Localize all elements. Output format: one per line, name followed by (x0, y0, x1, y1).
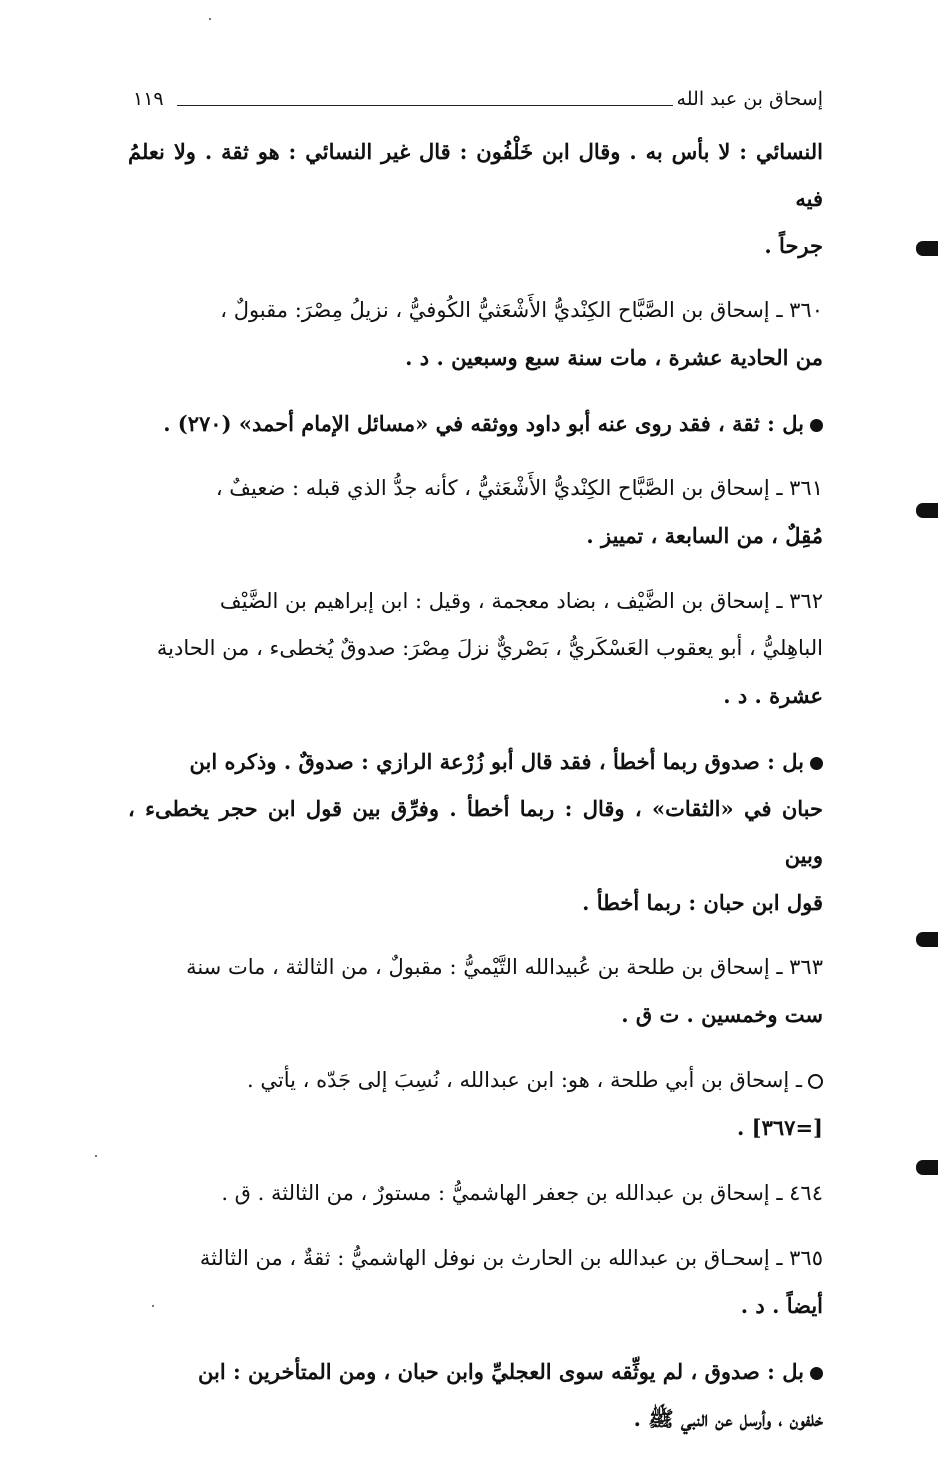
text-line: خلفون ، وأرسل عن النبي ﷺ . (633, 1406, 823, 1431)
text-line: بل : ثقة ، فقد روى عنه أبو داود ووثقه في «مسائل الإمام أحمد» (٢٧٠) . (163, 411, 804, 436)
circle-marker-icon (808, 1074, 823, 1089)
text-line: [=٣٦٧] . (737, 1115, 823, 1140)
text-line: حبان في «الثقات» ، وقال : ربما أخطأ . وفرِّق بين قول ابن حجر يخطىء ، وبين (128, 796, 823, 868)
text-line: ٣٦٣ ـ إسحاق بن طلحة بن عُبيدالله التَّيْميُّ : مقبولٌ ، من الثالثة ، مات سنة (186, 955, 823, 979)
page-body (128, 128, 823, 1460)
text-line: ٣٦١ ـ إسحاق بن الصَّبَّاح الكِنْديُّ الأَشْعَثيُّ ، كأنه جدُّ الذي قبله : ضعيفٌ ، (215, 476, 823, 500)
biography-entry-365 (128, 1235, 823, 1330)
header-rule (177, 105, 673, 106)
biography-entry-362 (128, 578, 823, 720)
page-edge-tab (916, 1160, 938, 1175)
text-line: ٣٦٠ ـ إسحاق بن الصَّبَّاح الكِنْديُّ الأَشْعَثيُّ الكُوفيُّ ، نزيلُ مِصْرَ: مقبولٌ ، (220, 298, 823, 322)
text-line: جرحاً . (764, 233, 823, 258)
text-line: من الحادية عشرة ، مات سنة سبع وسبعين . د . (405, 345, 823, 370)
running-title: إسحاق بن عبد الله (676, 88, 823, 110)
page-edge-tab (916, 503, 938, 518)
editor-note (128, 400, 823, 447)
text-line: بل : صدوق ، لم يوثِّقه سوى العجليِّ وابن حبان ، ومن المتأخرين : ابن (198, 1359, 804, 1384)
page-number: ١١٩ (133, 88, 164, 110)
text-line: بل : صدوق ربما أخطأ ، فقد قال أبو زُرْعة الرازي : صدوقٌ . وذكره ابن (189, 749, 804, 774)
text-line: قول ابن حبان : ربما أخطأ . (582, 890, 823, 915)
text-line: ست وخمسين . ت ق . (621, 1002, 823, 1027)
page-edge-tab (916, 932, 938, 947)
biography-entry-364 (128, 1170, 823, 1217)
text-line: ـ إسحاق بن أبي طلحة ، هو: ابن عبدالله ، نُسِبَ إلى جَدّه ، يأتي . (247, 1068, 802, 1092)
bullet-icon (810, 1367, 823, 1380)
page-header (133, 86, 823, 112)
scan-speck (95, 1155, 97, 1157)
text-line: ٤٦٤ ـ إسحاق بن عبدالله بن جعفر الهاشميُّ : مستورٌ ، من الثالثة . ق . (221, 1181, 823, 1205)
biography-entry-361 (128, 465, 823, 560)
text-line: الباهِليُّ ، أبو يعقوب العَسْكَريُّ ، بَصْريٌّ نزلَ مِصْرَ: صدوقٌ يُخطىء ، من الحادية (156, 636, 823, 660)
text-line: ٣٦٢ ـ إسحاق بن الضَّيْف ، بضاد معجمة ، وقيل : ابن إبراهيم بن الضَّيْف (219, 589, 823, 613)
bullet-icon (810, 757, 823, 770)
continuation-paragraph (128, 128, 823, 269)
bullet-icon (810, 419, 823, 432)
scan-speck (152, 1305, 154, 1307)
page-edge-tab (916, 241, 938, 256)
biography-entry-360 (128, 287, 823, 382)
biography-entry-363 (128, 944, 823, 1039)
cross-reference-entry (128, 1057, 823, 1152)
text-line: أيضاً . د . (740, 1293, 823, 1318)
editor-note (128, 738, 823, 926)
scan-speck (209, 18, 211, 20)
text-line: ٣٦٥ ـ إسحـاق بن عبدالله بن الحارث بن نوفل الهاشميُّ : ثقةٌ ، من الثالثة (199, 1246, 823, 1270)
text-line: مُقِلٌ ، من السابعة ، تمييز . (586, 523, 823, 548)
text-line: عشرة . د . (723, 683, 823, 708)
editor-note (128, 1348, 823, 1442)
text-line: النسائي : لا بأس به . وقال ابن خَلْفُون : قال غير النسائي : هو ثقة . ولا نعلمُ فيه (128, 139, 823, 211)
